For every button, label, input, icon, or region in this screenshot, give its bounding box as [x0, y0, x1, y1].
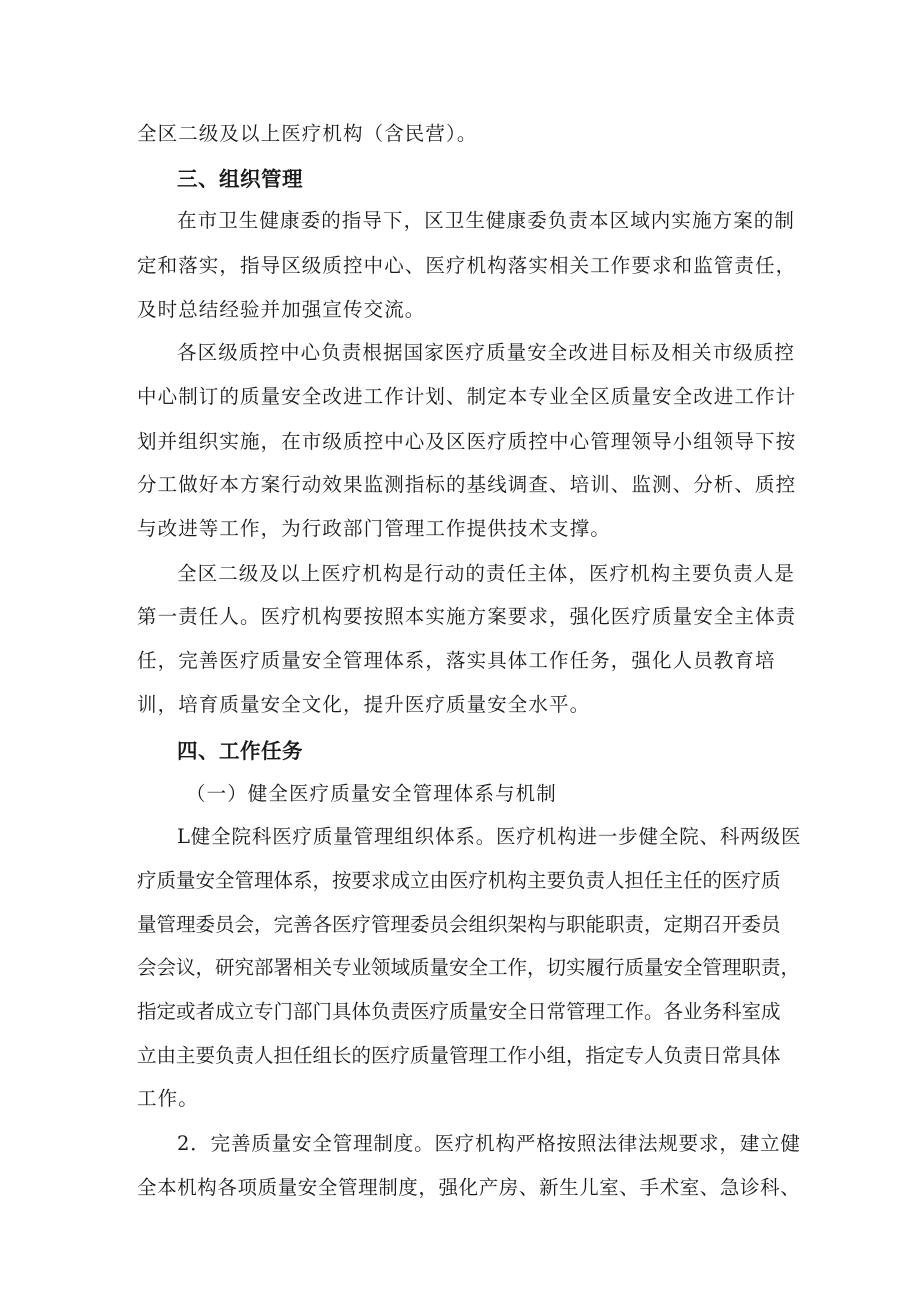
text-line: 会会议，研究部署相关专业领域质量安全工作，切实履行质量安全管理职责， [137, 956, 801, 979]
text-line: 与改进等工作，为行政部门管理工作提供技术支撑。 [137, 517, 611, 540]
text-line: L健全院科医疗质量管理组织体系。医疗机构进一步健全院、科两级医 [177, 825, 802, 848]
text-line: 及时总结经验并加强宣传交流。 [137, 298, 426, 321]
text-line: 指定或者成立专门部门具体负责医疗质量安全日常管理工作。各业务科室成 [137, 1000, 781, 1023]
text-line: 各区级质控中心负责根据国家医疗质量安全改进目标及相关市级质控 [177, 341, 796, 364]
section-heading: 三、组织管理 [177, 167, 303, 191]
subsection-heading: （一）健全医疗质量安全管理体系与机制 [186, 782, 557, 805]
text-line: 量管理委员会，完善各医疗管理委员会组织架构与职能职责，定期召开委员 [137, 913, 781, 936]
text-line: 全区二级及以上医疗机构是行动的责任主体，医疗机构主要负责人是 [177, 562, 796, 585]
text-line: 训，培育质量安全文化，提升医疗质量安全水平。 [137, 693, 591, 716]
text-line: 疗质量安全管理体系，按要求成立由医疗机构主要负责人担任主任的医疗质 [137, 869, 781, 892]
text-line: 划并组织实施，在市级质控中心及区医疗质控中心管理领导小组领导下按 [137, 430, 797, 453]
text-line: 2．完善质量安全管理制度。医疗机构严格按照法律法规要求，建立健 [177, 1132, 801, 1155]
text-line: 在市卫生健康委的指导下，区卫生健康委负责本区域内实施方案的制 [177, 209, 796, 232]
section-heading: 四、工作任务 [177, 739, 303, 763]
text-line: 中心制订的质量安全改进工作计划、制定本专业全区质量安全改进工作计 [137, 385, 797, 408]
text-line: 全本机构各项质量安全管理制度，强化产房、新生儿室、手术室、急诊科、 [137, 1176, 801, 1199]
text-line: 工作。 [137, 1087, 199, 1110]
text-line: 任，完善医疗质量安全管理体系，落实具体工作任务，强化人员教育培 [137, 649, 776, 672]
text-line: 第一责任人。医疗机构要按照本实施方案要求，强化医疗质量安全主体责 [137, 605, 797, 628]
text-line: 立由主要负责人担任组长的医疗质量管理工作小组，指定专人负责日常具体 [137, 1044, 781, 1067]
text-line: 全区二级及以上医疗机构（含民营）。 [137, 122, 478, 145]
text-line: 定和落实，指导区级质控中心、医疗机构落实相关工作要求和监管责任， [137, 254, 797, 277]
text-line: 分工做好本方案行动效果监测指标的基线调查、培训、监测、分析、质控 [137, 473, 797, 496]
